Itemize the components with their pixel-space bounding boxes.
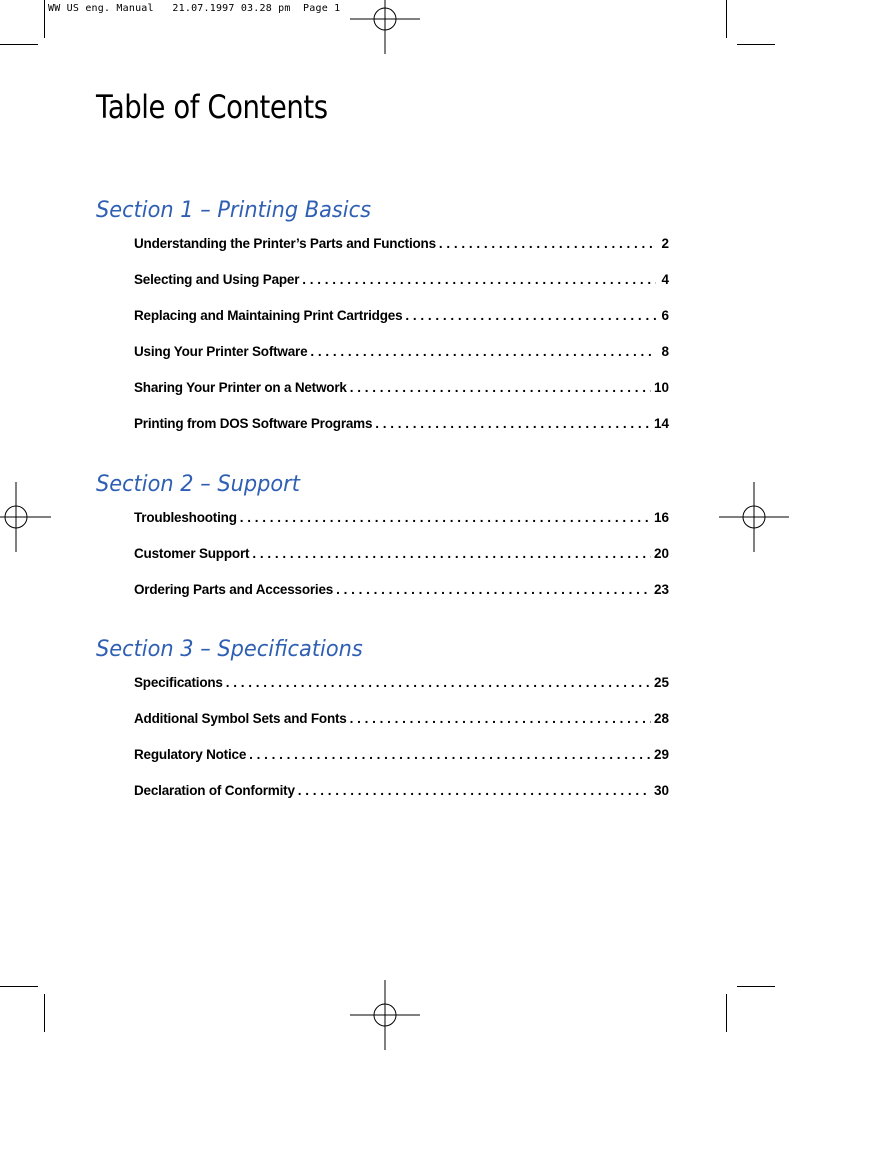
registration-mark-right: [719, 482, 789, 552]
toc-entry[interactable]: [134, 262, 669, 298]
toc-entry-label: Replacing and Maintaining Print Cartridges: [134, 308, 403, 323]
toc-section: [96, 637, 676, 809]
toc-entry-page: 8: [661, 344, 669, 359]
toc-entry[interactable]: [134, 701, 669, 737]
section-heading: Section 1 – Printing Basics: [96, 198, 371, 223]
toc-section: [96, 472, 676, 608]
print-slug: WW US eng. Manual 21.07.1997 03.28 pm Page 1: [48, 3, 341, 14]
toc-entry-label: Printing from DOS Software Programs: [134, 416, 373, 431]
toc-entry-page: 6: [661, 308, 669, 323]
toc-entry-label: Declaration of Conformity: [134, 783, 295, 798]
toc-entry-page: 29: [653, 747, 669, 762]
dot-leader: [298, 773, 651, 809]
dot-leader: [252, 536, 651, 572]
toc-entry-page: 10: [653, 380, 669, 395]
toc-entry[interactable]: [134, 226, 669, 262]
toc-entry[interactable]: [134, 665, 669, 701]
toc-entry-page: 14: [653, 416, 669, 431]
dot-leader: [240, 500, 651, 536]
toc-entry-page: 23: [653, 582, 669, 597]
toc-entry-page: 20: [653, 546, 669, 561]
registration-mark-top: [350, 0, 420, 54]
crop-mark: [726, 0, 727, 38]
toc-entry[interactable]: [134, 334, 669, 370]
registration-mark-left: [0, 482, 51, 552]
dot-leader: [350, 701, 651, 737]
toc-entry-label: Troubleshooting: [134, 510, 237, 525]
toc-entry-label: Using Your Printer Software: [134, 344, 308, 359]
toc-entry-label: Additional Symbol Sets and Fonts: [134, 711, 347, 726]
section-heading: Section 2 – Support: [96, 472, 300, 497]
crop-mark: [0, 44, 38, 45]
dot-leader: [439, 226, 656, 262]
toc-entry-label: Regulatory Notice: [134, 747, 247, 762]
toc-entry[interactable]: [134, 737, 669, 773]
toc-entry-page: 4: [661, 272, 669, 287]
toc-entry[interactable]: [134, 298, 669, 334]
toc-entry-label: Specifications: [134, 675, 223, 690]
toc-entry-page: 25: [653, 675, 669, 690]
dot-leader: [336, 572, 651, 608]
toc-entry-label: Sharing Your Printer on a Network: [134, 380, 347, 395]
dot-leader: [350, 370, 651, 406]
dot-leader: [226, 665, 651, 701]
toc-entry[interactable]: [134, 536, 669, 572]
toc-entry-page: 16: [653, 510, 669, 525]
toc-entry[interactable]: [134, 406, 669, 442]
toc-entry-page: 30: [653, 783, 669, 798]
dot-leader: [302, 262, 656, 298]
crop-mark: [726, 994, 727, 1032]
toc-entry-label: Understanding the Printer’s Parts and Functions: [134, 236, 436, 251]
toc-entry[interactable]: [134, 572, 669, 608]
crop-mark: [44, 0, 45, 38]
toc-entry-page: 28: [653, 711, 669, 726]
toc-entry-label: Customer Support: [134, 546, 250, 561]
toc-entry-label: Selecting and Using Paper: [134, 272, 300, 287]
crop-mark: [0, 986, 38, 987]
toc-entry[interactable]: [134, 500, 669, 536]
toc-entry[interactable]: [134, 773, 669, 809]
crop-mark: [44, 994, 45, 1032]
registration-mark-bottom: [350, 980, 420, 1050]
section-heading: Section 3 – Specifications: [96, 637, 363, 662]
toc-entry-page: 2: [661, 236, 669, 251]
toc-entry-label: Ordering Parts and Accessories: [134, 582, 334, 597]
dot-leader: [375, 406, 651, 442]
page-title: Table of Contents: [96, 88, 328, 126]
dot-leader: [310, 334, 656, 370]
toc-entry[interactable]: [134, 370, 669, 406]
crop-mark: [737, 44, 775, 45]
crop-mark: [737, 986, 775, 987]
dot-leader: [249, 737, 651, 773]
toc-section: [96, 198, 676, 442]
dot-leader: [405, 298, 656, 334]
